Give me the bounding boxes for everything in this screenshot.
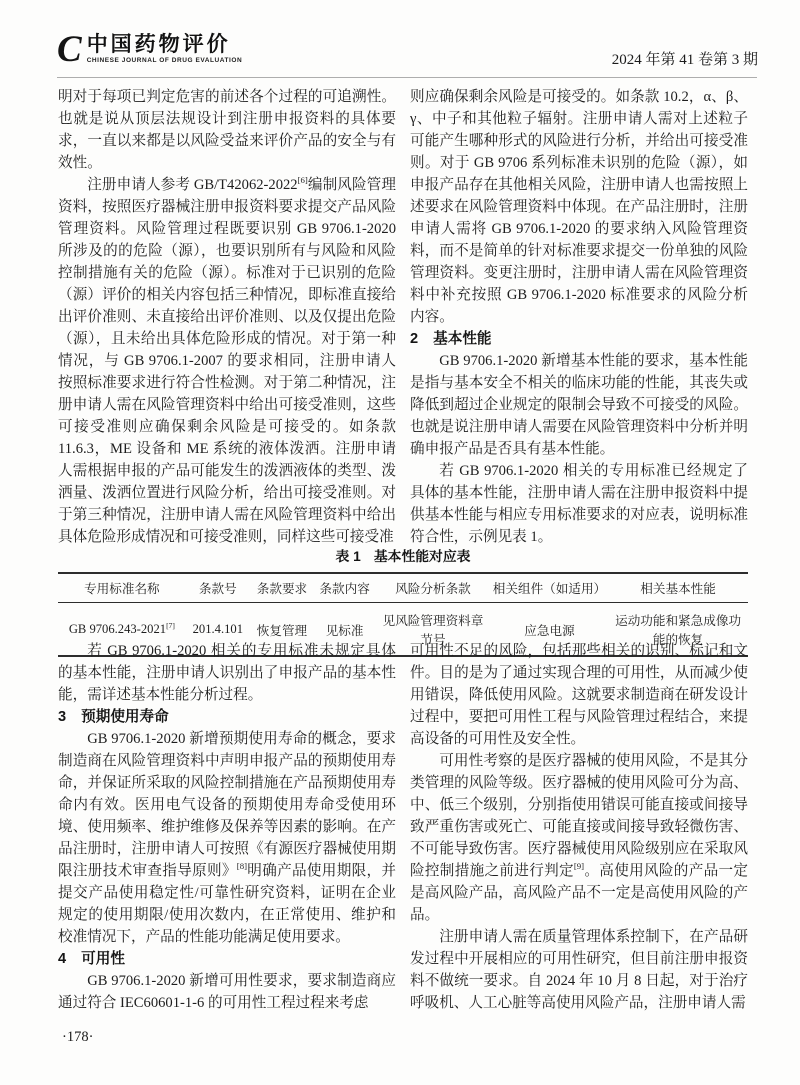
table-column-header: 专用标准名称 (58, 573, 186, 603)
column-bottom-left (58, 640, 396, 1014)
section-heading (410, 328, 748, 350)
journal-logo-icon: C (57, 29, 80, 70)
journal-name-en: CHINESE JOURNAL OF DRUG EVALUATION (86, 57, 243, 64)
paragraph: GB 9706.1-2020 新增可用性要求，要求制造商应通过符合 IEC60601-1-6 的可用性工程过程来考虑 (58, 973, 396, 1011)
table-cell: 201.4.101 (192, 621, 243, 636)
journal-name-cn: 中国药物评价 (86, 33, 231, 56)
table-title-label: 表 1 (335, 549, 361, 564)
column-top-right (410, 86, 748, 548)
table-cell: 见风险管理资料章节号 (382, 614, 484, 647)
section-title: 基本性能 (433, 331, 492, 347)
column-bottom-right (410, 640, 748, 1014)
table-column-header: 条款要求 (250, 573, 314, 603)
paragraph: 注册申请人需在质量管理体系控制下，在产品研发过程中开展相应的可用性研究，但目前注册申报资料不做统一要求。自 2024 年 10 月 8 日起，对于治疗呼吸机、人工心脏等高使用风险产品，注册申请人需 (410, 929, 748, 1011)
paragraph: 可用性不足的风险，包括那些相关的识别、标记和文件。目的是为了通过实现合理的可用性，从而减少使用错误，降低使用风险。这就要求制造商在研发设计过程中，要把可用性工程与风险管理过程结合，来提高设备的可用性及安全性。 (410, 643, 748, 747)
table-cell: 运动功能和紧急成像功能的恢复 (615, 614, 742, 647)
paragraph: 若 GB 9706.1-2020 相关的专用标准未规定具体的基本性能，注册申请人识别出了申报产品的基本性能，需详述基本性能分析过程。 (58, 643, 396, 703)
paragraph: GB 9706.1-2020 新增预期使用寿命的概念，要求制造商在风险管理资料中声明申报产品的预期使用寿命，并保证所采取的风险控制措施在产品预期使用寿命内有效。医用电气设备的预期使用寿命受使用环境、使用频率、维护维修及保养等因素的影响。在产品注册时，注册申请人可按照《有源医疗器械使用期限注册技术审查指导原则》[8]明确产品使用期限，并提交产品使用稳定性/可靠性研究资料，证明在企业规定的使用期限/使用次数内，在正常使用、维护和校准情况下，产品的性能功能满足使用要求。 (58, 731, 396, 945)
reference-marker: [6] (297, 175, 308, 186)
issue-info: 2024 年第 41 卷第 3 期 (611, 52, 758, 68)
reference-marker: [7] (166, 620, 175, 630)
section-number: 4 (58, 951, 67, 967)
table-column-header: 条款内容 (314, 573, 375, 603)
table-column-header: 相关基本性能 (608, 573, 748, 603)
table-title-text: 基本性能对应表 (373, 549, 471, 564)
section-title: 可用性 (81, 951, 125, 967)
paragraph: GB 9706.1-2020 新增基本性能的要求，基本性能是指与基本安全不相关的临床功能的性能，其丧失或降低到超过企业规定的限制会导致不可接受的风险。也就是说注册申请人需要在风险管理资料中分析并明确申报产品是否具有基本性能。 (410, 353, 748, 457)
table-title (58, 545, 748, 565)
section-number: 2 (410, 331, 419, 347)
table-cell: 见标准 (325, 623, 364, 638)
journal-logo-names (87, 33, 243, 64)
table-header-row (58, 573, 748, 603)
reference-marker: [9] (573, 861, 585, 872)
paragraph: 若 GB 9706.1-2020 相关的专用标准已经规定了具体的基本性能，注册申请人需在注册申报资料中提供基本性能与相应专用标准要求的对应表，说明标准符合性，示例见表 1。 (410, 463, 748, 545)
paragraph: 注册申请人参考 GB/T42062-2022[6]编制风险管理资料，按照医疗器械注册申报资料要求提交产品风险管理资料。风险管理过程既要识别 GB 9706.1-2020 所涉及的的危险（源），也要识别所有与风险和风险控制措施有关的危险（源）。标准对于已识别的危险（源）评价的相关内容包括三种情况，即标准直接给出评价准则、未直接给出评价准则、以及仅提出危险（源），且未给出具体危险形成的情况。对于第一种情况，与 GB 9706.1-2007 的要求相同，注册申请人按照标准要求进行符合性检测。对于第二种情况，注册申请人需在风险管理资料中给出可接受准则，这些可接受准则应确保剩余风险是可接受的。如条款 11.6.3，ME 设备和 ME 系统的液体泼洒。注册申请人需根据申报的产品可能发生的泼洒液体的类型、泼洒量、泼洒位置进行风险分析，给出可接受准则。对于第三种情况，注册申请人需在风险管理资料中给出具体危险形成情况和可接受准则，同样这些可接受准 (58, 175, 396, 545)
table-cell: GB 9706.243-2021[7] (68, 620, 175, 636)
column-top-left (58, 86, 396, 548)
section-title: 预期使用寿命 (81, 709, 169, 725)
journal-logo (57, 29, 243, 70)
paragraph: 则应确保剩余风险是可接受的。如条款 10.2，α、β、γ、中子和其他粒子辐射。注册申请人需对上述粒子可能产生哪种形式的风险进行分析，并给出可接受准则。对于 GB 9706 系列标准未识别的危险（源），如申报产品存在其他相关风险，注册申请人也需按照上述要求在风险管理资料中体现。在产品注册时，注册申请人需将 GB 9706.1-2020 的要求纳入风险管理资料，而不是简单的针对标准要求提交一份单独的风险管理资料。变更注册时，注册申请人需在风险管理资料中补充按照 GB 9706.1-2020 标准要求的风险分析内容。 (410, 89, 748, 325)
table-cell: 恢复管理 (256, 623, 308, 638)
paragraph: 可用性考察的是医疗器械的使用风险，不是其分类管理的风险等级。医疗器械的使用风险可分为高、中、低三个级别，分别指使用错误可能直接或间接导致严重伤害或死亡、可能直接或间接导致轻微伤害、不可能导致伤害。医疗器械使用风险级别应在采取风险控制措施之前进行判定[9]。高使用风险的产品一定是高风险产品，高风险产品不一定是高使用风险的产品。 (410, 753, 748, 923)
header-rule (57, 77, 757, 78)
section-heading (58, 948, 396, 970)
table-column-header: 相关组件（如适用） (491, 573, 608, 603)
page-number: ·178· (62, 1029, 94, 1045)
table-column-header: 条款号 (186, 573, 250, 603)
section-number: 3 (58, 709, 67, 725)
masthead (57, 29, 758, 79)
reference-marker: [8] (236, 861, 247, 872)
table-column-header: 风险分析条款 (375, 573, 491, 603)
paragraph: 明对于每项已判定危害的前述各个过程的可追溯性。也就是说从顶层法规设计到注册申报资料的具体要求，一直以来都是以风险受益来评价产品的安全与有效性。 (58, 89, 396, 171)
section-heading (58, 706, 396, 728)
table-cell: 应急电源 (524, 623, 575, 638)
